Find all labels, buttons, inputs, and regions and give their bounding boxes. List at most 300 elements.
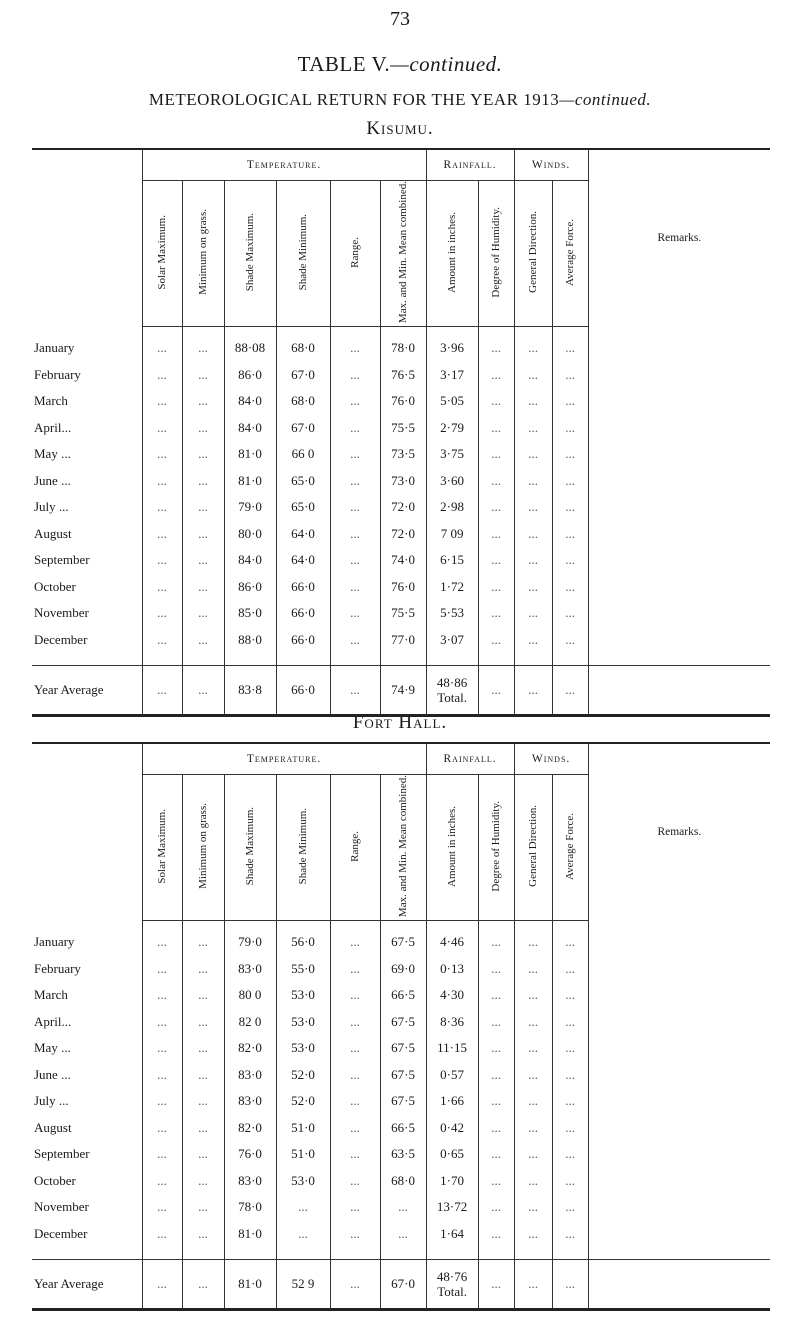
month-cell: September — [34, 552, 90, 568]
shade-minimum-cell: 56·0 — [276, 921, 330, 956]
shade-maximum-cell: 81·0 — [224, 468, 276, 495]
mean-combined-cell: 67·5 — [380, 921, 426, 956]
solar-maximum-cell: ... — [142, 627, 182, 654]
mean-combined-cell: 73·0 — [380, 468, 426, 495]
remarks-cell — [588, 600, 770, 627]
average-mean-combined-cell: 74·9 — [380, 666, 426, 716]
remarks-cell — [588, 1062, 770, 1089]
average-wind-direction-cell: ... — [514, 666, 552, 716]
table-row — [32, 547, 770, 574]
minimum-on-grass-cell: ... — [182, 627, 224, 654]
mean-combined-column-label: Max. and Min. Mean combined. — [397, 775, 410, 918]
humidity-cell: ... — [478, 574, 514, 601]
table-row — [32, 1168, 770, 1195]
wind-direction-cell: ... — [514, 1221, 552, 1248]
remarks-cell — [588, 1035, 770, 1062]
table-row — [32, 1009, 770, 1036]
spacer-cell — [142, 653, 182, 666]
month-cell: September — [34, 1146, 90, 1162]
spacer-cell — [478, 1247, 514, 1260]
shade-maximum-cell: 88·08 — [224, 327, 276, 362]
wind-force-cell: ... — [552, 1062, 588, 1089]
spacer-cell — [276, 653, 330, 666]
solar-maximum-cell: ... — [142, 468, 182, 495]
temperature-group-header: Temperature. — [142, 743, 426, 775]
wind-direction-cell: ... — [514, 468, 552, 495]
solar-maximum-column-label: Solar Maximum. — [156, 808, 168, 884]
spacer-cell — [224, 653, 276, 666]
spacer-cell — [182, 653, 224, 666]
total-rain-note: Total. — [437, 690, 467, 706]
wind-force-cell: ... — [552, 1168, 588, 1195]
shade-minimum-cell: 68·0 — [276, 327, 330, 362]
wind-force-column-label: Average Force. — [564, 218, 577, 286]
shade-minimum-cell: 66·0 — [276, 574, 330, 601]
solar-maximum-cell: ... — [142, 956, 182, 983]
wind-direction-cell: ... — [514, 521, 552, 548]
humidity-cell: ... — [478, 1035, 514, 1062]
table-row — [32, 600, 770, 627]
table-row — [32, 327, 770, 362]
rain-amount-cell: 3·07 — [426, 627, 478, 654]
range-cell: ... — [330, 388, 380, 415]
wind-direction-cell: ... — [514, 1035, 552, 1062]
month-cell: December — [34, 1225, 88, 1241]
wind-force-cell: ... — [552, 1115, 588, 1142]
rainfall-group-header: Rainfall. — [426, 149, 514, 181]
range-cell: ... — [330, 956, 380, 983]
wind-force-cell: ... — [552, 388, 588, 415]
average-wind-direction-cell: ... — [514, 1260, 552, 1310]
wind-force-cell: ... — [552, 600, 588, 627]
shade-maximum-cell: 78·0 — [224, 1194, 276, 1221]
rain-amount-cell: 5·05 — [426, 388, 478, 415]
wind-direction-cell: ... — [514, 547, 552, 574]
solar-maximum-column-header — [142, 775, 182, 921]
remarks-header: Remarks. — [588, 149, 770, 327]
solar-maximum-column-label: Solar Maximum. — [156, 214, 168, 290]
minimum-on-grass-cell: ... — [182, 1115, 224, 1142]
shade-maximum-cell: 82 0 — [224, 1009, 276, 1036]
wind-force-cell: ... — [552, 982, 588, 1009]
wind-force-cell: ... — [552, 494, 588, 521]
wind-force-cell: ... — [552, 547, 588, 574]
humidity-cell: ... — [478, 441, 514, 468]
mean-combined-cell: 72·0 — [380, 494, 426, 521]
table-row — [32, 1115, 770, 1142]
mean-combined-column-label: Max. and Min. Mean combined. — [397, 181, 410, 324]
shade-maximum-cell: 81·0 — [224, 441, 276, 468]
minimum-on-grass-cell: ... — [182, 362, 224, 389]
range-cell: ... — [330, 547, 380, 574]
range-cell: ... — [330, 362, 380, 389]
month-cell: May ... — [34, 1040, 71, 1056]
shade-minimum-cell: 53·0 — [276, 982, 330, 1009]
humidity-column-header — [478, 181, 514, 327]
range-cell: ... — [330, 1141, 380, 1168]
minimum-on-grass-cell: ... — [182, 956, 224, 983]
remarks-cell — [588, 1009, 770, 1036]
rain-amount-column-label: Amount in inches. — [446, 211, 459, 293]
shade-maximum-cell: 83·0 — [224, 1168, 276, 1195]
minimum-on-grass-cell: ... — [182, 1088, 224, 1115]
page-number: 73 — [390, 8, 410, 30]
table-row — [32, 494, 770, 521]
minimum-on-grass-cell: ... — [182, 521, 224, 548]
mean-combined-cell: 67·5 — [380, 1035, 426, 1062]
mean-combined-cell: 76·0 — [380, 388, 426, 415]
minimum-on-grass-cell: ... — [182, 574, 224, 601]
mean-combined-column-header — [380, 775, 426, 921]
spacer-cell — [514, 653, 552, 666]
table-title-main: TABLE V. — [297, 52, 391, 76]
remarks-cell — [588, 982, 770, 1009]
solar-maximum-cell: ... — [142, 921, 182, 956]
rain-amount-cell: 3·75 — [426, 441, 478, 468]
remarks-cell — [588, 547, 770, 574]
wind-force-column-header — [552, 775, 588, 921]
shade-minimum-cell: 64·0 — [276, 547, 330, 574]
shade-maximum-cell: 83·0 — [224, 956, 276, 983]
year-average-label: Year Average — [32, 666, 142, 716]
report-subtitle-suffix: —continued. — [559, 90, 652, 109]
year-average-row — [32, 666, 770, 716]
minimum-on-grass-cell: ... — [182, 1194, 224, 1221]
wind-direction-cell: ... — [514, 1062, 552, 1089]
average-solar-maximum-cell: ... — [142, 666, 182, 716]
wind-direction-cell: ... — [514, 327, 552, 362]
table-row — [32, 388, 770, 415]
mean-combined-cell: ... — [380, 1194, 426, 1221]
minimum-on-grass-cell: ... — [182, 547, 224, 574]
range-cell: ... — [330, 1035, 380, 1062]
solar-maximum-cell: ... — [142, 1168, 182, 1195]
range-cell: ... — [330, 327, 380, 362]
table-row — [32, 1088, 770, 1115]
shade-minimum-cell: 65·0 — [276, 494, 330, 521]
winds-group-header: Winds. — [514, 743, 588, 775]
remarks-cell — [588, 521, 770, 548]
rain-amount-cell: 1·70 — [426, 1168, 478, 1195]
remarks-cell — [588, 1194, 770, 1221]
range-cell: ... — [330, 982, 380, 1009]
remarks-cell — [588, 1221, 770, 1248]
range-cell: ... — [330, 441, 380, 468]
report-subtitle — [0, 90, 800, 110]
wind-force-cell: ... — [552, 1088, 588, 1115]
spacer-cell — [552, 653, 588, 666]
rain-amount-column-label: Amount in inches. — [446, 805, 459, 887]
month-cell: April... — [34, 419, 72, 435]
wind-force-cell: ... — [552, 441, 588, 468]
wind-direction-cell: ... — [514, 1115, 552, 1142]
station-title-fort-hall: Fort Hall. — [352, 712, 448, 733]
shade-maximum-cell: 86·0 — [224, 574, 276, 601]
spacer-cell — [32, 1247, 142, 1260]
minimum-on-grass-cell: ... — [182, 441, 224, 468]
shade-maximum-cell: 86·0 — [224, 362, 276, 389]
rain-amount-cell: 1·66 — [426, 1088, 478, 1115]
table-row — [32, 441, 770, 468]
rain-amount-cell: 1·64 — [426, 1221, 478, 1248]
average-shade-minimum-cell: 66·0 — [276, 666, 330, 716]
shade-maximum-cell: 82·0 — [224, 1115, 276, 1142]
wind-force-column-header — [552, 181, 588, 327]
minimum-on-grass-column-label: Minimum on grass. — [197, 209, 209, 295]
rain-amount-cell: 0·13 — [426, 956, 478, 983]
wind-force-cell: ... — [552, 1035, 588, 1062]
average-range-cell: ... — [330, 666, 380, 716]
solar-maximum-cell: ... — [142, 521, 182, 548]
wind-direction-cell: ... — [514, 362, 552, 389]
minimum-on-grass-cell: ... — [182, 600, 224, 627]
remarks-cell — [588, 956, 770, 983]
month-cell: July ... — [34, 1093, 69, 1109]
rain-amount-cell: 1·72 — [426, 574, 478, 601]
shade-minimum-column-label: Shade Minimum. — [297, 213, 309, 291]
month-cell: June ... — [34, 1066, 71, 1082]
rain-amount-cell: 8·36 — [426, 1009, 478, 1036]
shade-maximum-cell: 83·0 — [224, 1088, 276, 1115]
remarks-cell — [588, 1088, 770, 1115]
shade-minimum-cell: 51·0 — [276, 1141, 330, 1168]
minimum-on-grass-cell: ... — [182, 494, 224, 521]
humidity-cell: ... — [478, 327, 514, 362]
remarks-cell — [588, 327, 770, 362]
humidity-cell: ... — [478, 1009, 514, 1036]
fort-hall-table — [32, 742, 770, 1311]
shade-maximum-cell: 83·0 — [224, 1062, 276, 1089]
wind-force-cell: ... — [552, 1141, 588, 1168]
mean-combined-cell: 72·0 — [380, 521, 426, 548]
wind-direction-column-header — [514, 181, 552, 327]
spacer-cell — [330, 1247, 380, 1260]
wind-direction-cell: ... — [514, 574, 552, 601]
solar-maximum-cell: ... — [142, 388, 182, 415]
total-rain-value: 48·76 — [436, 1269, 468, 1285]
humidity-cell: ... — [478, 1088, 514, 1115]
mean-combined-column-header — [380, 181, 426, 327]
wind-force-cell: ... — [552, 956, 588, 983]
table-row — [32, 362, 770, 389]
solar-maximum-cell: ... — [142, 1115, 182, 1142]
humidity-cell: ... — [478, 521, 514, 548]
rain-amount-cell: 3·17 — [426, 362, 478, 389]
wind-direction-cell: ... — [514, 388, 552, 415]
range-cell: ... — [330, 574, 380, 601]
shade-minimum-cell: 64·0 — [276, 521, 330, 548]
humidity-column-label: Degree of Humidity. — [490, 800, 503, 892]
rain-amount-cell: 0·42 — [426, 1115, 478, 1142]
solar-maximum-cell: ... — [142, 1009, 182, 1036]
wind-force-cell: ... — [552, 574, 588, 601]
mean-combined-cell: 67·5 — [380, 1088, 426, 1115]
wind-force-column-label: Average Force. — [564, 812, 577, 880]
rain-amount-cell: 7 09 — [426, 521, 478, 548]
shade-maximum-column-header — [224, 775, 276, 921]
minimum-on-grass-cell: ... — [182, 415, 224, 442]
range-cell: ... — [330, 1088, 380, 1115]
average-shade-maximum-cell: 83·8 — [224, 666, 276, 716]
shade-minimum-cell: 53·0 — [276, 1035, 330, 1062]
mean-combined-cell: 76·5 — [380, 362, 426, 389]
temperature-group-header: Temperature. — [142, 149, 426, 181]
remarks-cell — [588, 666, 770, 716]
remarks-cell — [588, 1260, 770, 1310]
average-shade-maximum-cell: 81·0 — [224, 1260, 276, 1310]
mean-combined-cell: 69·0 — [380, 956, 426, 983]
mean-combined-cell: 75·5 — [380, 415, 426, 442]
month-cell: August — [34, 525, 72, 541]
spacer-cell — [276, 1247, 330, 1260]
shade-minimum-cell: 68·0 — [276, 388, 330, 415]
solar-maximum-cell: ... — [142, 1194, 182, 1221]
humidity-cell: ... — [478, 1221, 514, 1248]
rain-amount-cell: 3·60 — [426, 468, 478, 495]
humidity-cell: ... — [478, 547, 514, 574]
solar-maximum-cell: ... — [142, 441, 182, 468]
shade-maximum-column-label: Shade Maximum. — [244, 806, 256, 886]
spacer-cell — [478, 653, 514, 666]
humidity-cell: ... — [478, 627, 514, 654]
rain-amount-cell: 3·96 — [426, 327, 478, 362]
mean-combined-cell: 74·0 — [380, 547, 426, 574]
minimum-on-grass-column-label: Minimum on grass. — [197, 803, 209, 889]
humidity-cell: ... — [478, 982, 514, 1009]
wind-direction-cell: ... — [514, 1168, 552, 1195]
solar-maximum-cell: ... — [142, 362, 182, 389]
spacer-cell — [380, 653, 426, 666]
month-cell: October — [34, 1172, 76, 1188]
remarks-cell — [588, 494, 770, 521]
shade-minimum-cell: 67·0 — [276, 362, 330, 389]
range-cell: ... — [330, 1115, 380, 1142]
wind-force-cell: ... — [552, 1221, 588, 1248]
year-average-row — [32, 1260, 770, 1310]
spacer-row — [32, 653, 770, 666]
range-cell: ... — [330, 1062, 380, 1089]
month-cell: January — [34, 934, 75, 950]
wind-direction-cell: ... — [514, 494, 552, 521]
table-row — [32, 1141, 770, 1168]
minimum-on-grass-column-header — [182, 775, 224, 921]
solar-maximum-cell: ... — [142, 1088, 182, 1115]
humidity-cell: ... — [478, 362, 514, 389]
minimum-on-grass-cell: ... — [182, 468, 224, 495]
rain-amount-cell: 0·57 — [426, 1062, 478, 1089]
remarks-header: Remarks. — [588, 743, 770, 921]
month-cell: November — [34, 605, 89, 621]
humidity-cell: ... — [478, 600, 514, 627]
remarks-cell — [588, 441, 770, 468]
solar-maximum-cell: ... — [142, 1221, 182, 1248]
mean-combined-cell: 73·5 — [380, 441, 426, 468]
table-row — [32, 521, 770, 548]
wind-direction-column-label: General Direction. — [527, 805, 540, 887]
wind-force-cell: ... — [552, 327, 588, 362]
month-cell: August — [34, 1119, 72, 1135]
total-rain-value: 48·86 — [436, 675, 468, 691]
month-cell: January — [34, 340, 75, 356]
range-cell: ... — [330, 1009, 380, 1036]
month-cell: November — [34, 1199, 89, 1215]
station-title-kisumu: Kisumu. — [366, 118, 434, 139]
average-humidity-cell: ... — [478, 666, 514, 716]
range-column-label: Range. — [349, 236, 361, 268]
month-header-blank — [32, 149, 142, 327]
spacer-cell — [426, 653, 478, 666]
shade-minimum-cell: 67·0 — [276, 415, 330, 442]
humidity-cell: ... — [478, 1062, 514, 1089]
mean-combined-cell: 68·0 — [380, 1168, 426, 1195]
rain-amount-cell: 6·15 — [426, 547, 478, 574]
spacer-cell — [588, 653, 770, 666]
shade-maximum-cell: 80 0 — [224, 982, 276, 1009]
solar-maximum-cell: ... — [142, 982, 182, 1009]
table-title-suffix: —continued. — [390, 52, 503, 76]
shade-maximum-cell: 79·0 — [224, 921, 276, 956]
remarks-cell — [588, 468, 770, 495]
solar-maximum-cell: ... — [142, 415, 182, 442]
remarks-cell — [588, 362, 770, 389]
table-row — [32, 1035, 770, 1062]
shade-minimum-cell: 52·0 — [276, 1088, 330, 1115]
remarks-cell — [588, 1141, 770, 1168]
mean-combined-cell: 75·5 — [380, 600, 426, 627]
mean-combined-cell: 63·5 — [380, 1141, 426, 1168]
table-row — [32, 627, 770, 654]
range-cell: ... — [330, 521, 380, 548]
table-row — [32, 1221, 770, 1248]
average-rain-amount-cell — [426, 1260, 478, 1310]
wind-direction-cell: ... — [514, 1141, 552, 1168]
wind-force-cell: ... — [552, 521, 588, 548]
shade-minimum-cell: 66·0 — [276, 627, 330, 654]
minimum-on-grass-cell: ... — [182, 921, 224, 956]
rain-amount-cell: 0·65 — [426, 1141, 478, 1168]
shade-maximum-cell: 76·0 — [224, 1141, 276, 1168]
humidity-cell: ... — [478, 494, 514, 521]
table-row — [32, 982, 770, 1009]
solar-maximum-cell: ... — [142, 1062, 182, 1089]
table-row — [32, 1062, 770, 1089]
mean-combined-cell: 78·0 — [380, 327, 426, 362]
average-minimum-on-grass-cell: ... — [182, 666, 224, 716]
solar-maximum-cell: ... — [142, 600, 182, 627]
month-cell: March — [34, 987, 68, 1003]
range-cell: ... — [330, 494, 380, 521]
table-row — [32, 574, 770, 601]
rain-amount-cell: 5·53 — [426, 600, 478, 627]
shade-maximum-cell: 84·0 — [224, 547, 276, 574]
range-cell: ... — [330, 600, 380, 627]
shade-minimum-cell: 53·0 — [276, 1009, 330, 1036]
shade-minimum-cell: 55·0 — [276, 956, 330, 983]
spacer-cell — [224, 1247, 276, 1260]
shade-minimum-cell: ... — [276, 1221, 330, 1248]
rain-amount-column-header — [426, 775, 478, 921]
wind-direction-column-label: General Direction. — [527, 211, 540, 293]
humidity-cell: ... — [478, 468, 514, 495]
solar-maximum-cell: ... — [142, 1035, 182, 1062]
table-row — [32, 956, 770, 983]
total-rain-note: Total. — [437, 1284, 467, 1300]
average-mean-combined-cell: 67·0 — [380, 1260, 426, 1310]
minimum-on-grass-column-header — [182, 181, 224, 327]
humidity-column-header — [478, 775, 514, 921]
solar-maximum-cell: ... — [142, 327, 182, 362]
month-cell: May ... — [34, 446, 71, 462]
